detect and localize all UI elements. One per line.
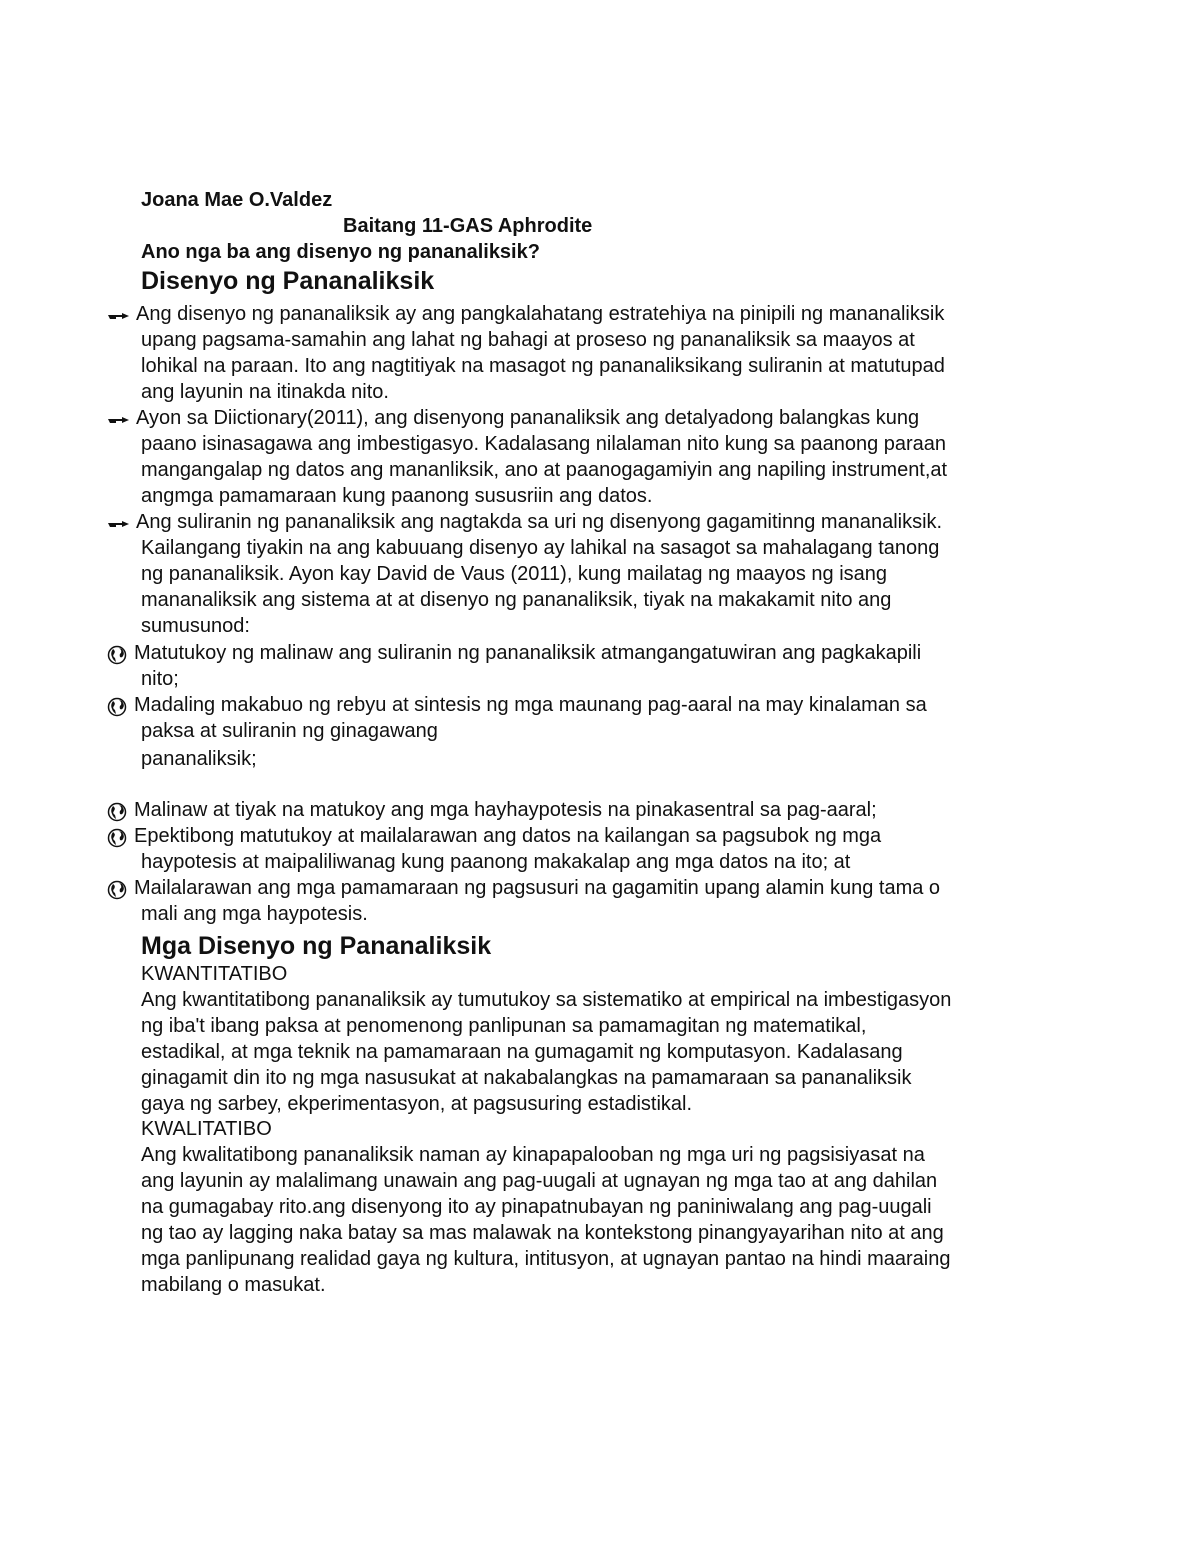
author-name: Joana Mae O.Valdez	[141, 189, 333, 211]
hand-pointer-icon	[107, 411, 131, 431]
paragraph-line: na gumagabay rito.ang disenyong ito ay pinapatnubayan ng paniniwalang ang pag-uugali	[141, 1196, 932, 1218]
list-item: Mailalarawan ang mga pamamaraan ng pagsusuri na gagamitin upang alamin kung tama o	[134, 877, 941, 899]
paragraph-line: sumusunod:	[141, 615, 250, 637]
subsection-heading-kwalitatibo: KWALITATIBO	[141, 1118, 272, 1140]
paragraph-line: Kailangang tiyakin na ang kabuuang disenyo ay lahikal na sasagot sa mahalagang tanong	[141, 537, 940, 559]
globe-icon	[107, 880, 127, 900]
list-item: pananaliksik;	[141, 748, 257, 770]
paragraph-line: Ang kwantitatibong pananaliksik ay tumutukoy sa sistematiko at empirical na imbestigasyon	[141, 989, 952, 1011]
paragraph-line: ginagamit din ito ng mga nasusukat at nakabalangkas na pamamaraan sa pananaliksik	[141, 1067, 912, 1089]
globe-icon	[107, 802, 127, 822]
question-heading: Ano nga ba ang disenyo ng pananaliksik?	[141, 241, 540, 263]
paragraph-line: Ayon sa Diictionary(2011), ang disenyong pananaliksik ang detalyadong balangkas kung	[136, 407, 920, 429]
globe-icon	[107, 645, 127, 665]
hand-pointer-icon	[107, 515, 131, 535]
paragraph-line: ang layunin na itinakda nito.	[141, 381, 389, 403]
hand-pointer-icon	[107, 307, 131, 327]
paragraph-line: upang pagsama-samahin ang lahat ng bahagi at proseso ng pananaliksik sa maayos at	[141, 329, 915, 351]
subsection-heading-kwantitatibo: KWANTITATIBO	[141, 963, 288, 985]
list-item: Malinaw at tiyak na matukoy ang mga hayhaypotesis na pinakasentral sa pag-aaral;	[134, 799, 877, 821]
grade-section: Baitang 11-GAS Aphrodite	[343, 215, 593, 237]
globe-icon	[107, 697, 127, 717]
paragraph-line: estadikal, at mga teknik na pamamaraan na gumagamit ng komputasyon. Kadalasang	[141, 1041, 903, 1063]
paragraph-line: Ang disenyo ng pananaliksik ay ang pangkalahatang estratehiya na pinipili ng mananaliksik	[136, 303, 945, 325]
list-item: mali ang mga haypotesis.	[141, 903, 368, 925]
globe-icon	[107, 828, 127, 848]
paragraph-line: ng tao ay lagging naka batay sa mas malawak na kontekstong pinangyayarihan nito at ang	[141, 1222, 944, 1244]
paragraph-line: mabilang o masukat.	[141, 1274, 326, 1296]
paragraph-line: ang layunin ay malalimang unawain ang pag-uugali at ugnayan ng mga tao at ang dahilan	[141, 1170, 938, 1192]
paragraph-line: mga panlipunang realidad gaya ng kultura, intitusyon, at ugnayan pantao na hindi maaraing	[141, 1248, 951, 1270]
paragraph-line: ng iba't ibang paksa at penomenong panlipunan sa pamamagitan ng matematikal,	[141, 1015, 867, 1037]
paragraph-line: gaya ng sarbey, ekperimentasyon, at pagsusuring estadistikal.	[141, 1093, 693, 1115]
list-item: Matutukoy ng malinaw ang suliranin ng pananaliksik atmangangatuwiran ang pagkakapili	[134, 642, 922, 664]
paragraph-line: mananaliksik ang sistema at at disenyo ng pananaliksik, tiyak na makakamit nito ang	[141, 589, 892, 611]
list-item: Epektibong matutukoy at mailalarawan ang datos na kailangan sa pagsubok ng mga	[134, 825, 882, 847]
list-item: paksa at suliranin ng ginagawang	[141, 720, 438, 742]
section-title: Disenyo ng Pananaliksik	[141, 267, 435, 295]
paragraph-line: lohikal na paraan. Ito ang nagtitiyak na masagot ng pananaliksikang suliranin at matutupad	[141, 355, 945, 377]
section-title: Mga Disenyo ng Pananaliksik	[141, 932, 492, 960]
paragraph-line: paano isinasagawa ang imbestigasyo. Kadalasang nilalaman nito kung sa paanong paraan	[141, 433, 947, 455]
paragraph-line: angmga pamamaraan kung paanong sususriin ang datos.	[141, 485, 653, 507]
paragraph-line: ng pananaliksik. Ayon kay David de Vaus (2011), kung mailatag ng maayos ng isang	[141, 563, 888, 585]
list-item: nito;	[141, 668, 179, 690]
paragraph-line: mangangalap ng datos ang mananliksik, ano at paanogagamiyin ang napiling instrument,at	[141, 459, 948, 481]
list-item: Madaling makabuo ng rebyu at sintesis ng mga maunang pag-aaral na may kinalaman sa	[134, 694, 927, 716]
paragraph-line: Ang kwalitatibong pananaliksik naman ay kinapapalooban ng mga uri ng pagsisiyasat na	[141, 1144, 925, 1166]
paragraph-line: Ang suliranin ng pananaliksik ang nagtakda sa uri ng disenyong gagamitinng mananaliksik.	[136, 511, 943, 533]
list-item: haypotesis at maipaliliwanag kung paanong makakalap ang mga datos na ito; at	[141, 851, 851, 873]
